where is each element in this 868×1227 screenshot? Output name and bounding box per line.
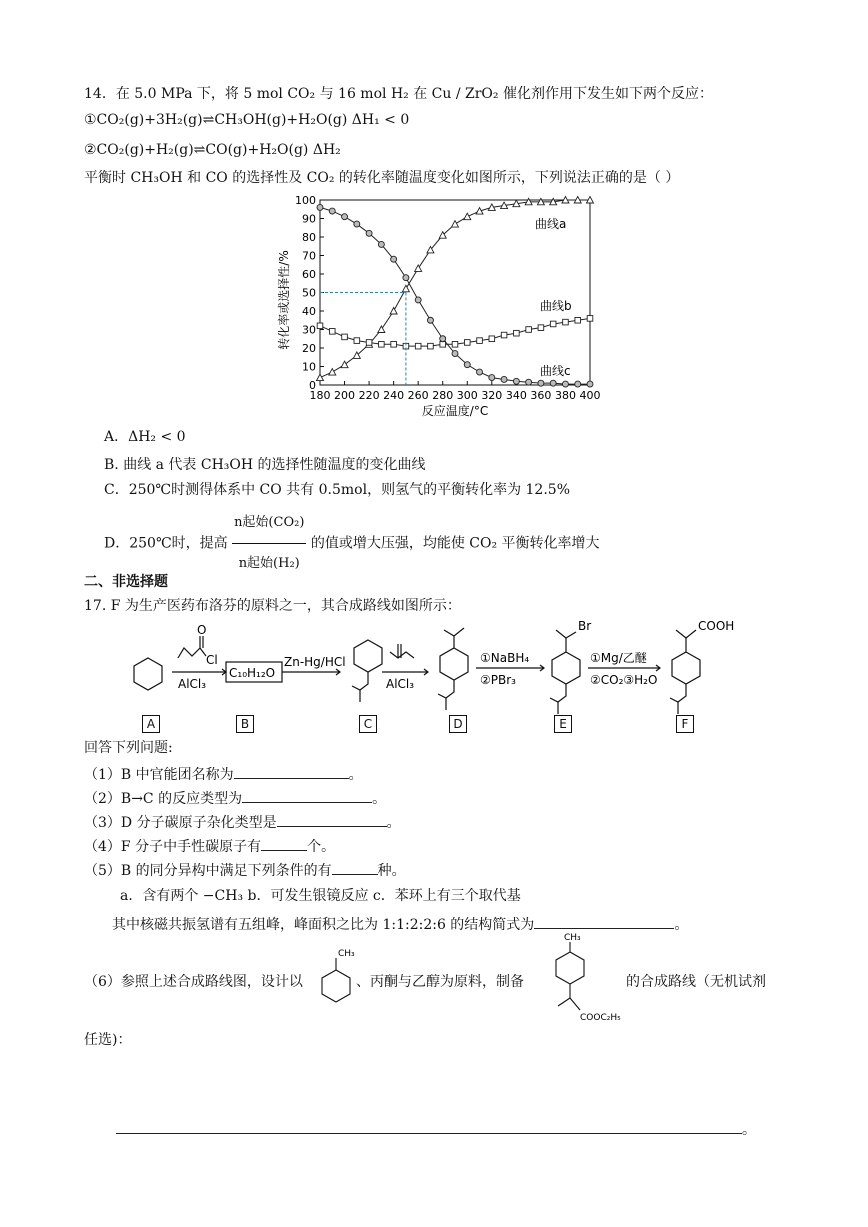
acyl-chloride-cl: Cl: [206, 653, 218, 667]
point-circle: [317, 204, 323, 210]
point-circle: [550, 380, 556, 386]
series-line-3: [320, 207, 590, 384]
answer-blank-2[interactable]: [242, 788, 372, 803]
series-label-1: 曲线a: [535, 217, 567, 231]
x-tick-label: 180: [309, 389, 331, 402]
subq-3: [84, 812, 401, 833]
option-b: B. 曲线 a 代表 CH₃OH 的选择性随温度的变化曲线: [104, 457, 426, 473]
subq-2-end: 。: [372, 791, 387, 807]
x-tick-label: 400: [579, 389, 600, 402]
answer-line-final[interactable]: [116, 1132, 742, 1134]
x-tick-label: 260: [407, 389, 429, 402]
q14-reaction-1: ①CO₂(g)+3H₂(g)⇌CH₃OH(g)+H₂O(g) ΔH₁ < 0: [84, 112, 410, 128]
label-c: C: [359, 715, 377, 733]
point-circle: [354, 221, 360, 227]
x-tick-label: 220: [358, 389, 380, 402]
option-d-suffix: 的值或增大压强，均能使 CO₂ 平衡转化率增大: [310, 535, 600, 552]
target-structure: [536, 930, 626, 1030]
point-square: [550, 321, 556, 327]
point-circle: [366, 230, 372, 236]
q14-intro: 14．在 5.0 MPa 下，将 5 mol CO₂ 与 16 mol H₂ 在 Cu / ZrO₂ 催化剂作用下发生如下两个反应：: [84, 86, 713, 102]
y-tick-label: 60: [302, 268, 316, 281]
reagent-co2: ②CO₂③H₂O: [590, 673, 658, 687]
point-square: [489, 336, 495, 342]
x-tick-label: 320: [481, 389, 503, 402]
reagent-mg: ①Mg/乙醚: [590, 651, 647, 665]
point-circle: [587, 381, 593, 387]
point-square: [415, 343, 421, 349]
subq-1-text: （1）B 中官能团名称为: [84, 767, 234, 783]
point-circle: [403, 275, 409, 281]
synthesis-scheme: [120, 618, 760, 736]
y-tick-label: 30: [302, 323, 316, 337]
point-square: [538, 325, 544, 331]
x-tick-label: 200: [334, 389, 356, 402]
option-d: [104, 503, 600, 584]
point-triangle: [415, 265, 422, 272]
subq-6-part-b: 、丙酮与乙醇为原料，制备: [356, 974, 524, 990]
q14-reaction-2: ②CO₂(g)+H₂(g)⇌CO(g)+H₂O(g) ΔH₂: [84, 142, 341, 158]
point-square: [342, 334, 348, 340]
subq-3-text: （3）D 分子碳原子杂化类型是: [84, 815, 277, 831]
point-circle: [562, 381, 568, 387]
label-a: A: [142, 715, 160, 733]
point-square: [575, 317, 581, 323]
y-tick-label: 0: [309, 379, 316, 392]
reagent-nabh4: ①NaBH₄: [480, 651, 530, 665]
subq-5-nmr-end: 。: [674, 917, 689, 933]
label-d: D: [449, 715, 467, 733]
answer-blank-4[interactable]: [261, 836, 307, 851]
option-a: A．ΔH₂ < 0: [104, 429, 186, 445]
q17-intro: 17. F 为生产医药布洛芬的原料之一，其合成路线如图所示：: [84, 598, 461, 614]
point-triangle: [464, 213, 471, 220]
point-circle: [575, 381, 581, 387]
option-d-prefix: D．250℃时，提高: [104, 535, 228, 552]
point-circle: [526, 379, 532, 385]
target-cooc2h5: COOC₂H₅: [580, 1013, 621, 1023]
point-triangle: [390, 308, 397, 315]
benzene-c: [354, 640, 382, 672]
point-triangle: [378, 326, 385, 333]
x-tick-label: 240: [383, 389, 405, 402]
subq-5-nmr-text: 其中核磁共振氢谱有五组峰，峰面积之比为 1:1:2:2:6 的结构简式为: [112, 917, 535, 933]
point-circle: [501, 376, 507, 382]
label-f: F: [676, 715, 694, 733]
point-triangle: [452, 221, 459, 228]
answer-blank-3[interactable]: [277, 812, 387, 827]
substituent-cooh: COOH: [698, 619, 735, 633]
point-circle: [464, 362, 470, 368]
point-square: [329, 329, 335, 335]
point-triangle: [402, 285, 409, 292]
answer-blank-1[interactable]: [234, 764, 349, 779]
y-tick-label: 80: [302, 231, 316, 244]
y-tick-label: 50: [302, 286, 316, 300]
point-circle: [378, 241, 384, 247]
point-square: [366, 340, 372, 346]
x-tick-label: 300: [456, 389, 478, 402]
section-heading: 二、非选择题: [84, 574, 168, 590]
y-tick-label: 90: [302, 212, 316, 226]
x-tick-label: 380: [554, 389, 576, 402]
benzene-a: [134, 658, 162, 690]
point-circle: [452, 351, 458, 357]
y-tick-label: 70: [302, 249, 316, 263]
subq-1-end: 。: [348, 767, 363, 783]
chart-y-label: 转化率或选择性/%: [277, 250, 291, 350]
q14-chart: [270, 190, 600, 420]
answer-blank-5[interactable]: [332, 860, 378, 875]
point-triangle: [329, 369, 336, 376]
b-formula: C₁₀H₁₂O: [229, 666, 276, 680]
subq-6-part-a: （6）参照上述合成路线图，设计以: [84, 974, 303, 990]
point-circle: [391, 256, 397, 262]
x-tick-label: 340: [505, 389, 527, 402]
option-d-fraction: [232, 503, 306, 584]
point-square: [563, 319, 569, 325]
point-square: [354, 338, 360, 344]
subq-3-end: 。: [386, 815, 401, 831]
reagent-alcl3-2: AlCl₃: [386, 677, 415, 691]
point-circle: [489, 375, 495, 381]
substituent-br: Br: [578, 619, 592, 633]
point-triangle: [317, 374, 324, 381]
toluene-ch3: CH₃: [338, 949, 355, 959]
label-b: B: [236, 715, 254, 733]
subq-2: [84, 788, 386, 809]
point-square: [379, 342, 385, 348]
x-tick-label: 360: [530, 389, 552, 402]
subq-4-end: 个。: [307, 839, 336, 855]
reagent-zn: Zn-Hg/HCl: [284, 655, 346, 669]
point-square: [391, 342, 397, 348]
point-square: [514, 330, 520, 336]
y-tick-label: 10: [302, 360, 316, 374]
q14-question: 平衡时 CH₃OH 和 CO 的选择性及 CO₂ 的转化率随温度变化如图所示，下列说法正确的是（ ）: [84, 170, 680, 186]
point-circle: [427, 317, 433, 323]
point-square: [587, 316, 593, 322]
point-circle: [415, 297, 421, 303]
point-circle: [342, 214, 348, 220]
point-triangle: [341, 361, 348, 368]
subq-5: [84, 860, 406, 881]
target-ch3: CH₃: [564, 933, 581, 943]
y-tick-label: 40: [302, 305, 316, 318]
benzene-f: [672, 652, 700, 684]
acyl-chloride-o: O: [197, 623, 207, 637]
fraction-numerator: n起始(CO₂): [232, 503, 306, 544]
benzene-e: [552, 652, 580, 684]
subq-5-end: 种。: [377, 863, 406, 879]
point-square: [526, 327, 532, 333]
point-circle: [329, 208, 335, 214]
subq-6-part-d: 任选)：: [84, 1032, 132, 1048]
point-square: [501, 332, 507, 338]
subq-2-text: （2）B→C 的反应类型为: [84, 791, 243, 807]
reagent-pbr3: ②PBr₃: [480, 673, 516, 687]
subq-5-conditions: a．含有两个 −CH₃ b．可发生银镜反应 c．苯环上有三个取代基: [120, 888, 521, 904]
point-square: [440, 342, 446, 348]
point-circle: [513, 378, 519, 384]
point-square: [428, 343, 434, 349]
point-circle: [538, 380, 544, 386]
subq-4-text: （4）F 分子中手性碳原子有: [84, 839, 262, 855]
subq-5-text: （5）B 的同分异构中满足下列条件的有: [84, 863, 332, 879]
benzene-d: [440, 648, 468, 680]
subq-6-part-c: 的合成路线（无机试剂: [626, 974, 766, 990]
answer-blank-nmr[interactable]: [534, 914, 674, 929]
fraction-denominator: n起始(H₂): [238, 556, 300, 571]
point-circle: [440, 336, 446, 342]
series-label-2: 曲线b: [540, 299, 572, 313]
subq-4: [84, 836, 335, 857]
option-c: C．250℃时测得体系中 CO 共有 0.5mol，则氢气的平衡转化率为 12.5%: [104, 482, 571, 498]
point-square: [464, 340, 470, 346]
chart-x-label: 反应温度/°C: [421, 404, 489, 418]
toluene-structure: [314, 946, 358, 1008]
answer-line-end: 。: [742, 1122, 756, 1138]
subq-1: [84, 764, 363, 785]
point-square: [477, 338, 483, 344]
series-label-3: 曲线c: [540, 364, 571, 378]
point-circle: [477, 369, 483, 375]
y-tick-label: 20: [302, 342, 316, 355]
reagent-alcl3-1: AlCl₃: [178, 677, 207, 691]
point-square: [317, 323, 323, 329]
x-tick-label: 280: [432, 389, 454, 402]
answers-intro: 回答下列问题:: [84, 740, 173, 756]
point-square: [452, 342, 458, 348]
y-tick-label: 100: [295, 194, 316, 207]
label-e: E: [554, 715, 572, 733]
